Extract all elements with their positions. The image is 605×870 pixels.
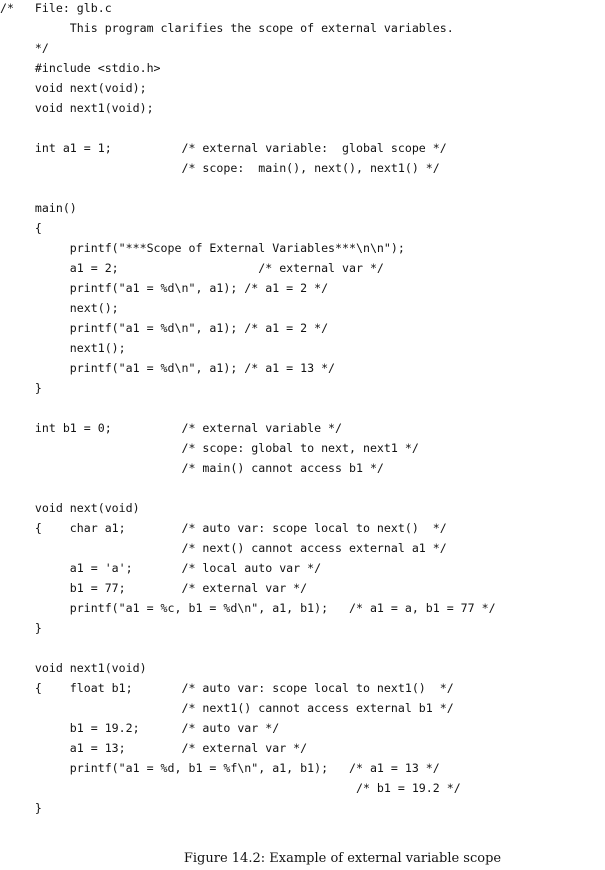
code-line: /* File: glb.c [0,1,112,15]
code-line: next1(); [0,341,126,355]
code-line: } [0,801,42,815]
code-line: /* main() cannot access b1 */ [0,461,384,475]
code-line: b1 = 77; /* external var */ [0,581,308,595]
code-line: int b1 = 0; /* external variable */ [0,421,343,435]
code-line: /* scope: main(), next(), next1() */ [0,161,440,175]
code-line: void next(void); [0,81,147,95]
code-line: printf("a1 = %d\n", a1); /* a1 = 13 */ [0,361,336,375]
code-line: void next1(void) [0,661,147,675]
code-line: */ [0,41,49,55]
code-line: void next1(void); [0,101,154,115]
code-line: { float b1; /* auto var: scope local to next1() */ [0,681,454,695]
code-line: printf("a1 = %d, b1 = %f\n", a1, b1); /* a1 = 13 */ [0,761,440,775]
code-line: This program clarifies the scope of external variables. [0,21,454,35]
code-line: } [0,621,42,635]
code-line: /* next1() cannot access external b1 */ [0,701,454,715]
code-line: /* scope: global to next, next1 */ [0,441,419,455]
code-line: { [0,221,42,235]
code-line: main() [0,201,77,215]
code-line: printf("a1 = %c, b1 = %d\n", a1, b1); /* a1 = a, b1 = 77 */ [0,601,496,615]
code-line: a1 = 'a'; /* local auto var */ [0,561,322,575]
code-line: void next(void) [0,501,140,515]
code-line: } [0,381,42,395]
code-line: printf("a1 = %d\n", a1); /* a1 = 2 */ [0,321,329,335]
code-line: /* next() cannot access external a1 */ [0,541,447,555]
code-line: int a1 = 1; /* external variable: global scope */ [0,141,447,155]
figure-caption: Figure 14.2: Example of external variable scope [183,851,502,866]
code-line: printf("***Scope of External Variables***\n\n"); [0,241,405,255]
code-line: next(); [0,301,119,315]
code-line: #include <stdio.h> [0,61,161,75]
code-line: /* b1 = 19.2 */ [0,781,461,795]
code-line: a1 = 13; /* external var */ [0,741,308,755]
code-line: a1 = 2; /* external var */ [0,261,384,275]
code-line: printf("a1 = %d\n", a1); /* a1 = 2 */ [0,281,329,295]
code-line: b1 = 19.2; /* auto var */ [0,721,280,735]
code-line: { char a1; /* auto var: scope local to next() */ [0,521,447,535]
